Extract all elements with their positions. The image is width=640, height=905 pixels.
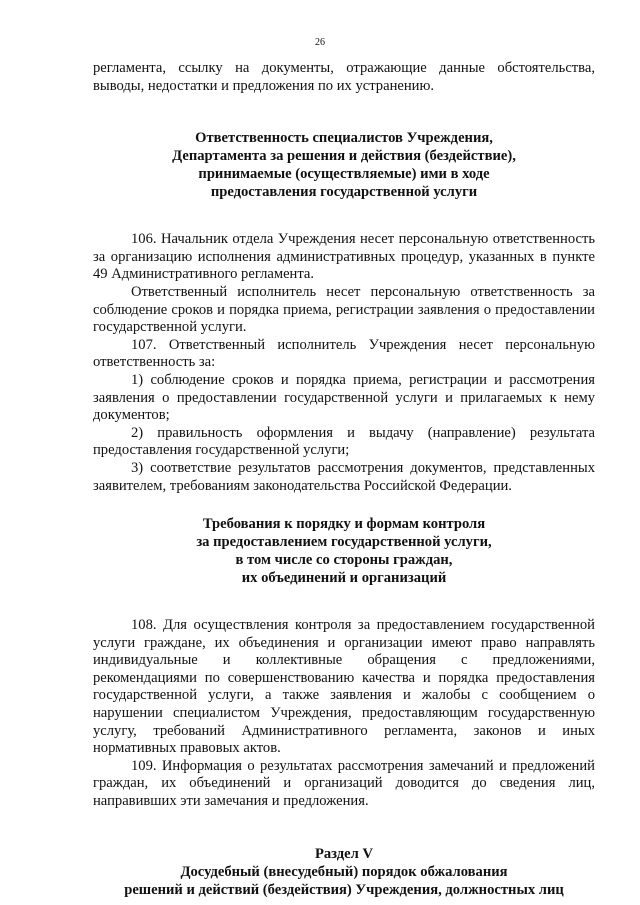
page-number: 26 <box>315 37 325 48</box>
page-content <box>93 60 595 899</box>
heading-line: Департамента за решения и действия (бездействие), <box>172 148 516 165</box>
heading-line: Досудебный (внесудебный) порядок обжалования <box>180 863 508 880</box>
heading-responsibility <box>93 129 595 201</box>
list-item-107-3: 3) соответствие результатов рассмотрения документов, представленных заявителем, требованиям законодательства Российской Федерации. <box>93 459 595 494</box>
heading-line: предоставления государственной услуги <box>210 184 478 201</box>
list-item-107-2: 2) правильность оформления и выдачу (направление) результата предоставления государственной услуги; <box>93 424 595 459</box>
paragraph-108: 108. Для осуществления контроля за предоставлением государственной услуги граждане, их объединения и организации имеют право направлять индивидуальные и коллективные обращения с предложениями, рекомендациями по совершенствованию качества и порядка предоставления государственной услуги, а также заявления и жалобы с сообщением о нарушении специалистом Учреждения, предоставляющим государственную услугу, требований Административного регламента, законов и иных нормативных правовых актов. <box>93 617 595 757</box>
heading-line: их объединений и организаций <box>241 570 447 587</box>
paragraph-106: 106. Начальник отдела Учреждения несет персональную ответственность за организацию исполнения административных процедур, указанных в пункте 49 Административного регламента. <box>93 231 595 283</box>
heading-line: Требования к порядку и формам контроля <box>202 516 486 533</box>
list-item-107-1: 1) соблюдение сроков и порядка приема, регистрации и рассмотрения заявления о предоставлении государственной услуги и прилагаемых к нему документов; <box>93 371 595 424</box>
heading-line: в том числе со стороны граждан, <box>235 552 453 569</box>
heading-control-requirements <box>93 515 595 587</box>
heading-line: за предоставлением государственной услуги, <box>196 534 492 551</box>
paragraph-107: 107. Ответственный исполнитель Учреждения несет персональную ответственность за: <box>93 336 595 371</box>
paragraph-continuation: регламента, ссылку на документы, отражающие данные обстоятельства, выводы, недостатки и предложения по их устранению. <box>93 60 595 94</box>
heading-line: принимаемые (осуществляемые) ими в ходе <box>198 166 490 183</box>
heading-section-5 <box>93 845 595 899</box>
heading-line: решений и действий (бездействия) Учреждения, должностных лиц <box>124 881 564 898</box>
heading-line: Ответственность специалистов Учреждения, <box>195 130 493 147</box>
paragraph-106-continued: Ответственный исполнитель несет персональную ответственность за соблюдение сроков и порядка приема, регистрации заявления о предоставлении государственной услуги. <box>93 283 595 336</box>
heading-line: Раздел V <box>314 845 374 862</box>
paragraph-109: 109. Информация о результатах рассмотрения замечаний и предложений граждан, их объединений и организаций доводится до сведения лиц, направивших эти замечания и предложения. <box>93 757 595 810</box>
